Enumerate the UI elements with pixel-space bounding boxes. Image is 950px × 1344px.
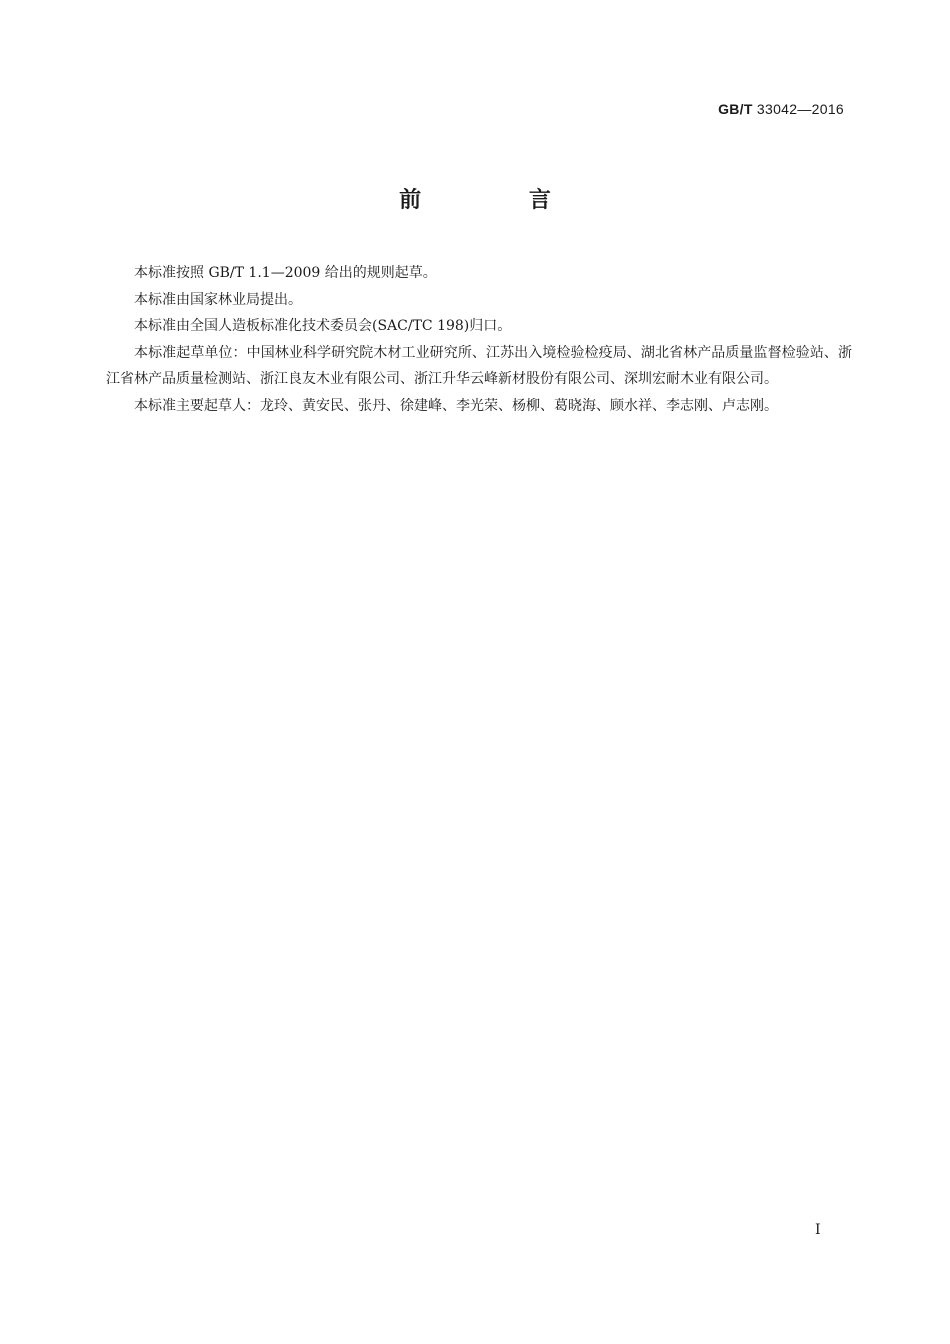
standard-code-number: 33042—2016 bbox=[756, 101, 844, 117]
foreword-body bbox=[106, 260, 852, 419]
standard-code-prefix: GB/T bbox=[718, 101, 753, 117]
paragraph-proposer: 本标准由国家林业局提出。 bbox=[134, 291, 302, 308]
paragraph-drafters: 本标准主要起草人：龙玲、黄安民、张丹、徐建峰、李光荣、杨柳、葛晓海、顾水祥、李志刚、卢志刚。 bbox=[134, 397, 778, 414]
standard-code-header bbox=[718, 101, 844, 117]
paragraph-drafting-units: 本标准起草单位：中国林业科学研究院木材工业研究所、江苏出入境检验检疫局、湖北省林产品质量监督检验站、浙江省林产品质量检测站、浙江良友木业有限公司、浙江升华云峰新材股份有限公司、深圳宏耐木业有限公司。 bbox=[106, 344, 852, 387]
paragraph-drafting-rules: 本标准按照 GB/T 1.1—2009 给出的规则起草。 bbox=[134, 265, 437, 281]
page-title: 前 言 bbox=[399, 188, 601, 213]
paragraph-committee: 本标准由全国人造板标准化技术委员会(SAC/TC 198)归口。 bbox=[134, 318, 512, 334]
page-number: I bbox=[815, 1222, 821, 1238]
